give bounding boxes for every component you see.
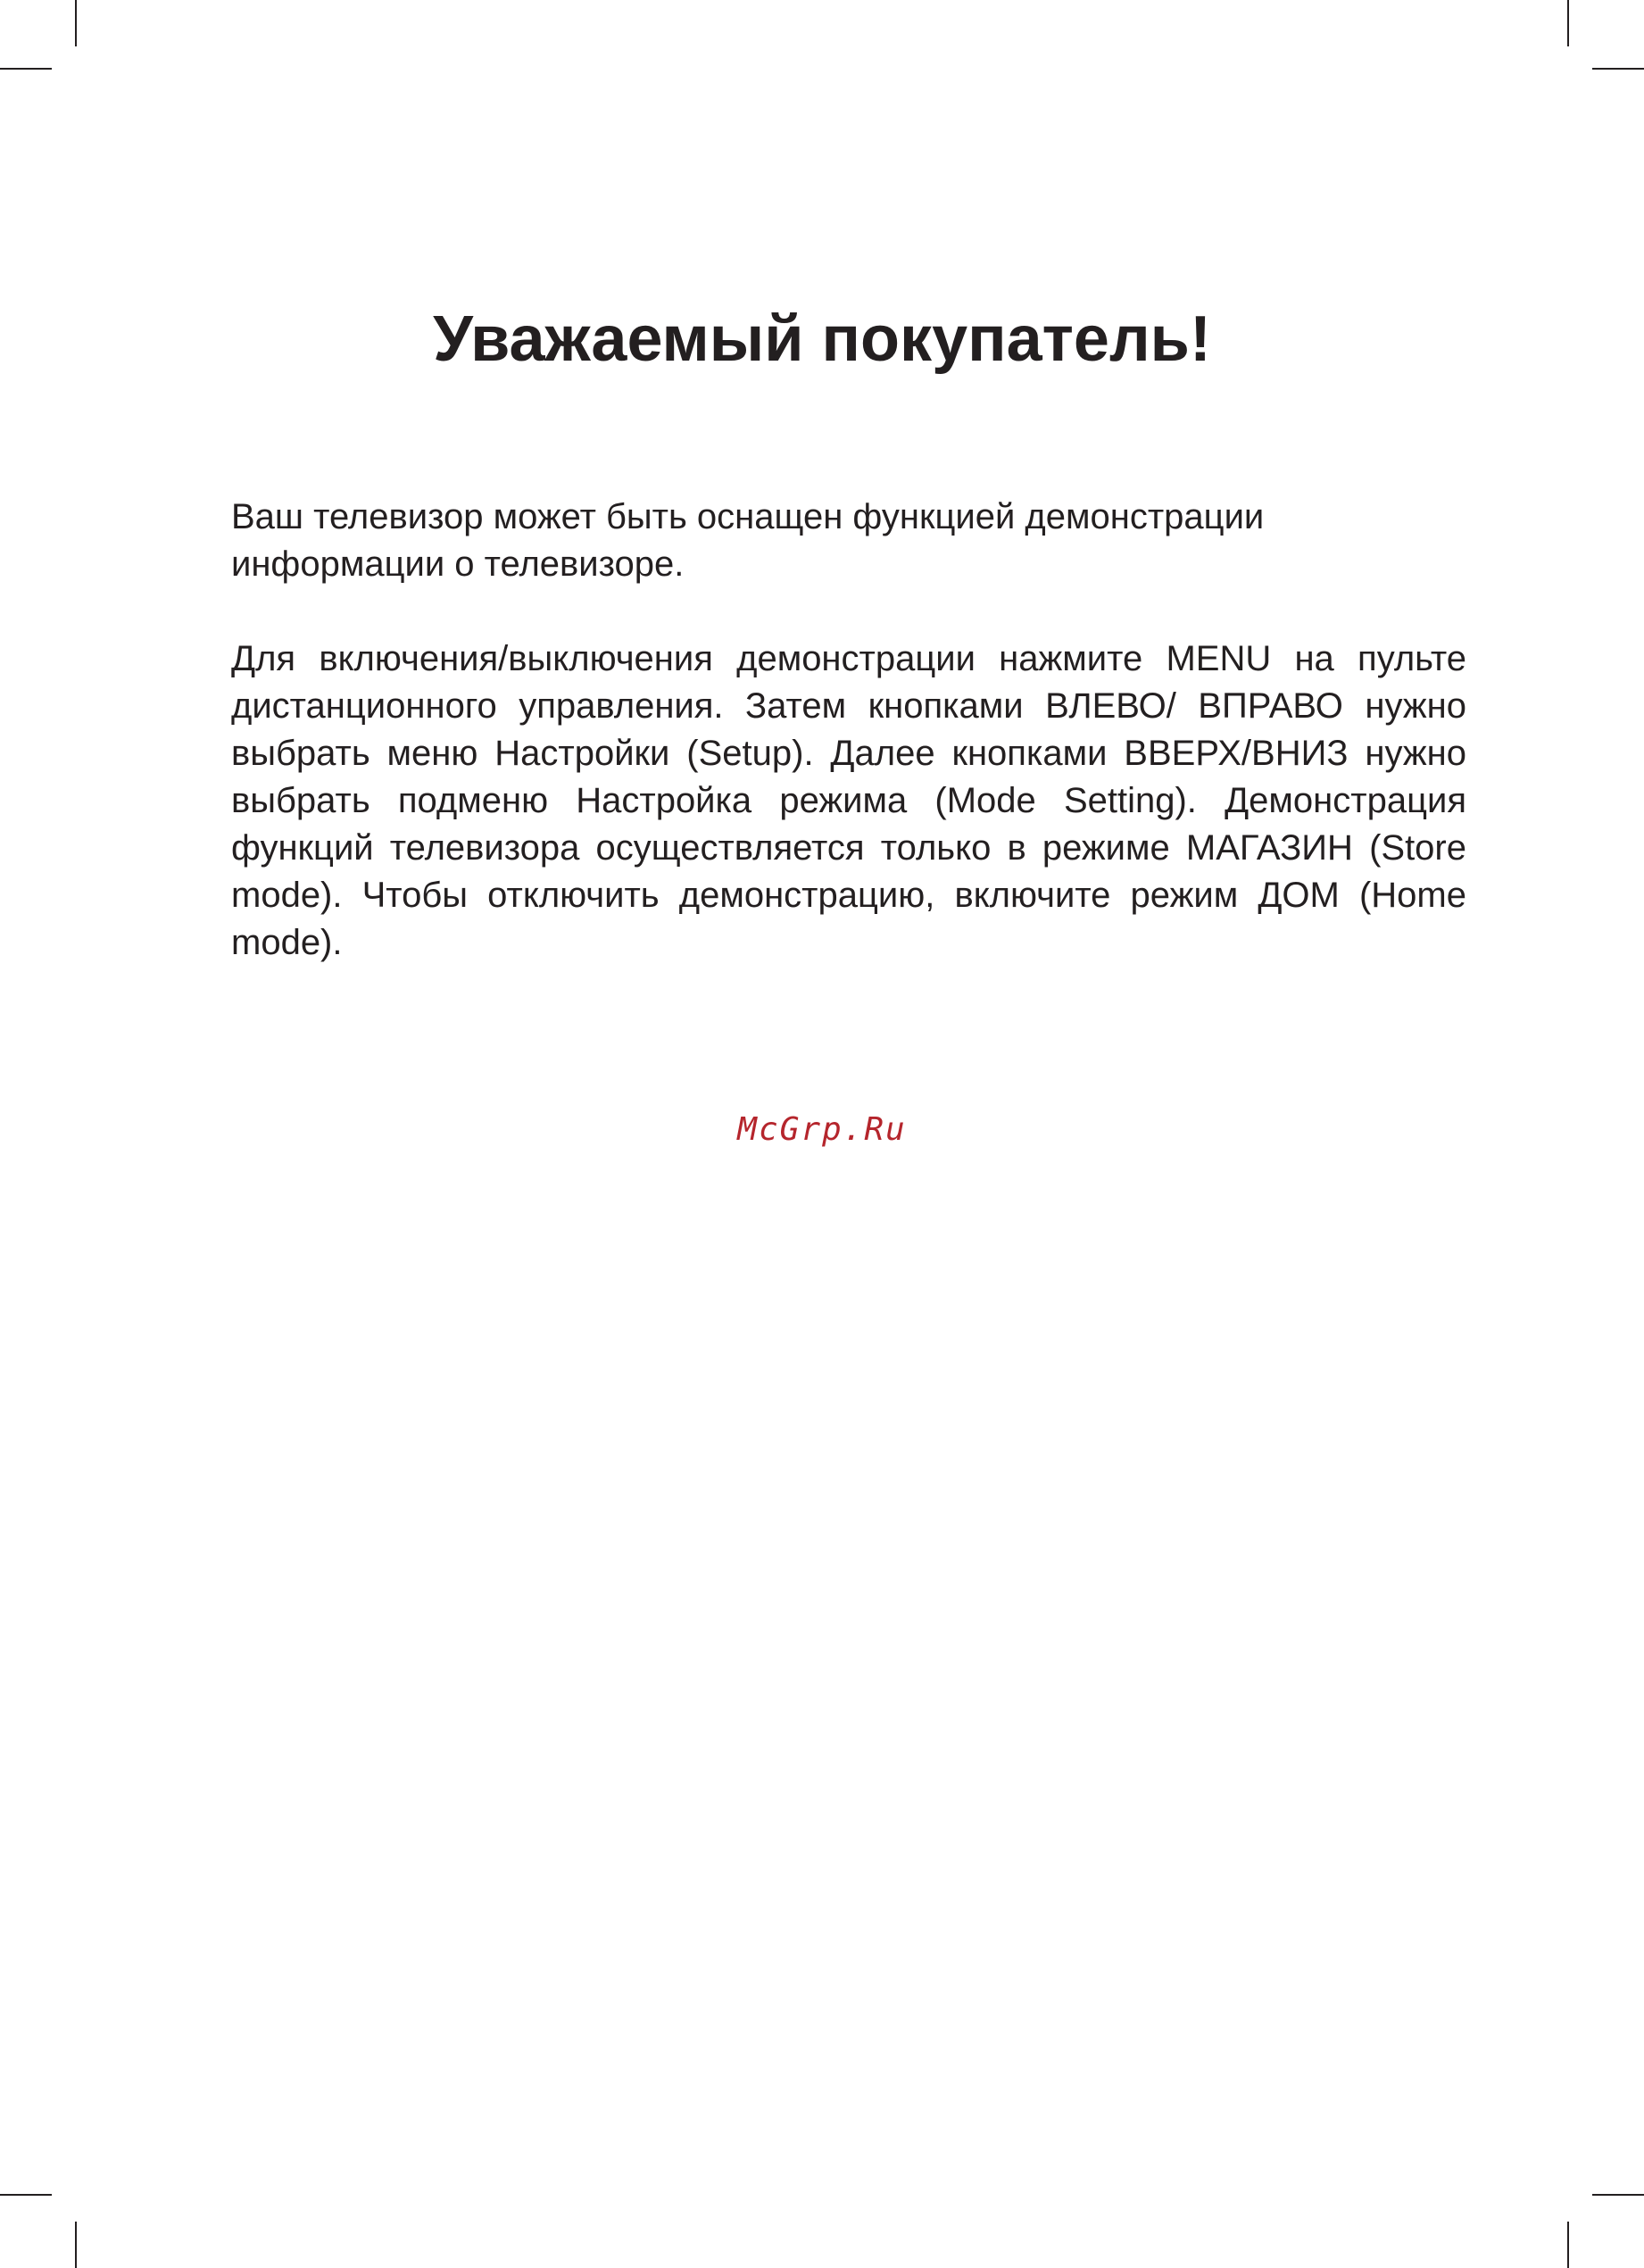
crop-mark-bottom-right-vertical: [1567, 2222, 1569, 2268]
crop-mark-bottom-left-vertical: [75, 2222, 77, 2268]
crop-mark-bottom-right-horizontal: [1592, 2194, 1644, 2196]
crop-mark-bottom-left-horizontal: [0, 2194, 52, 2196]
paragraph-intro: Ваш телевизор может быть оснащен функцией демонстрации информации о телевизоре.: [231, 497, 1265, 584]
crop-mark-top-left-horizontal: [0, 68, 52, 70]
crop-mark-top-left-vertical: [75, 0, 77, 46]
crop-mark-top-right-vertical: [1567, 0, 1569, 46]
watermark: McGrp.Ru: [737, 1111, 907, 1148]
page-title: Уважаемый покупатель!: [433, 303, 1211, 375]
crop-mark-top-right-horizontal: [1592, 68, 1644, 70]
paragraph-instructions: Для включения/выключения демонстрации нажмите MENU на пульте дистанционного управления. Затем кнопками ВЛЕВО/ ВПРАВО нужно выбрать меню Настройки (Setup). Далее кнопками ВВЕРХ/ВНИЗ нужно выбрать подменю Настройка режима (Mode Setting). Демонстрация функций телевизора осуществляется только в режиме МАГАЗИН (Store mode). Чтобы отключить демонстрацию, включите режим ДОМ (Home mode).: [231, 639, 1466, 962]
